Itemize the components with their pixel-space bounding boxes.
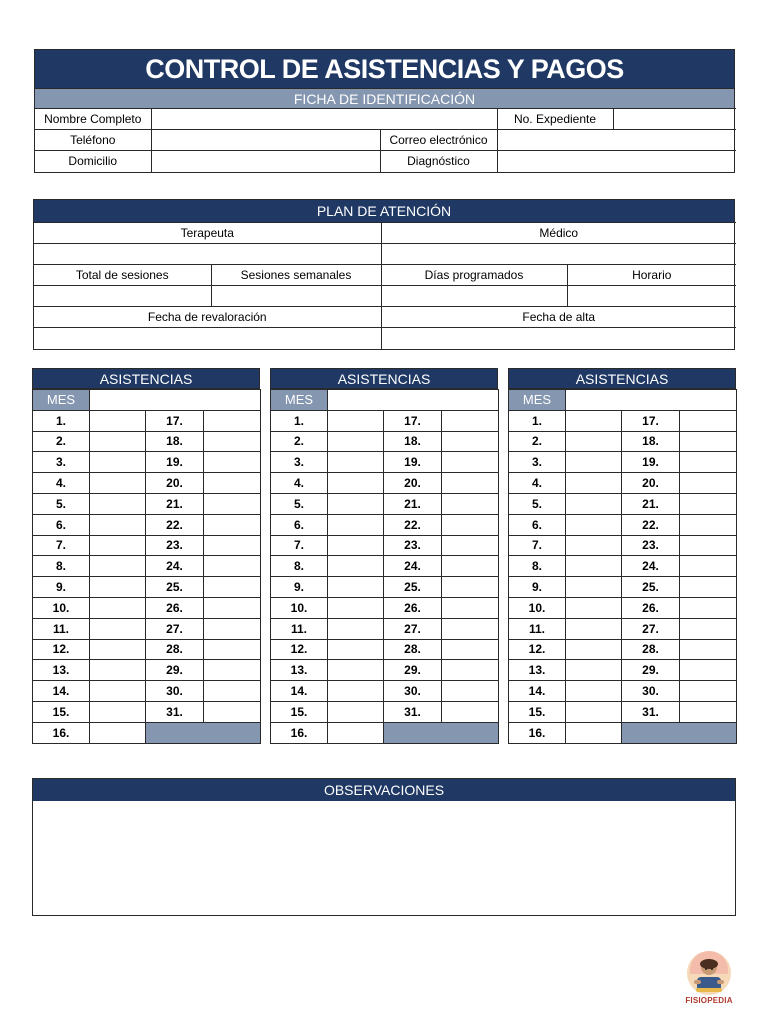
day-number: 25.	[622, 577, 680, 598]
day-check-cell[interactable]	[680, 452, 737, 473]
terapeuta-field[interactable]	[34, 244, 381, 265]
day-number: 9.	[271, 577, 328, 598]
day-check-cell[interactable]	[90, 722, 146, 743]
asistencia-row	[509, 639, 737, 660]
asistencia-row	[33, 556, 261, 577]
day-number: 10.	[271, 597, 328, 618]
day-number: 2.	[271, 431, 328, 452]
day-number: 1.	[509, 410, 566, 431]
day-check-cell[interactable]	[680, 639, 737, 660]
day-check-cell[interactable]	[90, 410, 146, 431]
day-number: 21.	[622, 493, 680, 514]
day-check-cell[interactable]	[328, 577, 384, 598]
day-number: 4.	[33, 473, 90, 494]
day-check-cell[interactable]	[90, 514, 146, 535]
day-number: 19.	[622, 452, 680, 473]
day-number: 13.	[33, 660, 90, 681]
total-sesiones-label: Total de sesiones	[34, 265, 211, 286]
day-number: 1.	[33, 410, 90, 431]
asistencias-title: ASISTENCIAS	[270, 368, 498, 389]
day-check-cell[interactable]	[328, 681, 384, 702]
telefono-field[interactable]	[151, 130, 380, 151]
page-title: CONTROL DE ASISTENCIAS Y PAGOS	[35, 50, 734, 88]
day-number: 22.	[146, 514, 204, 535]
asistencia-row	[33, 410, 261, 431]
day-number: 10.	[33, 597, 90, 618]
day-check-cell[interactable]	[566, 660, 622, 681]
day-number: 24.	[146, 556, 204, 577]
day-number: 5.	[509, 493, 566, 514]
day-number: 16.	[33, 722, 90, 743]
day-check-cell[interactable]	[204, 431, 261, 452]
day-check-cell[interactable]	[680, 514, 737, 535]
asistencia-row	[271, 660, 499, 681]
day-number: 7.	[33, 535, 90, 556]
day-check-cell[interactable]	[680, 535, 737, 556]
day-number: 18.	[384, 431, 442, 452]
physio-mascot-icon	[686, 950, 732, 996]
day-number: 27.	[146, 618, 204, 639]
day-number: 5.	[33, 493, 90, 514]
asistencia-row	[271, 452, 499, 473]
asistencia-row	[509, 618, 737, 639]
correo-label: Correo electrónico	[380, 130, 497, 151]
day-number: 13.	[271, 660, 328, 681]
day-check-cell[interactable]	[566, 597, 622, 618]
asistencia-row	[509, 410, 737, 431]
day-number: 28.	[622, 639, 680, 660]
day-check-cell[interactable]	[328, 410, 384, 431]
plan-title: PLAN DE ATENCIÓN	[34, 200, 734, 222]
day-check-cell[interactable]	[442, 597, 499, 618]
observaciones-field[interactable]	[33, 801, 735, 915]
day-check-cell[interactable]	[442, 618, 499, 639]
day-number: 16.	[271, 722, 328, 743]
day-check-cell[interactable]	[90, 556, 146, 577]
day-number: 21.	[146, 493, 204, 514]
asistencia-row	[33, 660, 261, 681]
day-check-cell[interactable]	[204, 577, 261, 598]
alta-label: Fecha de alta	[381, 307, 736, 328]
asistencias-title: ASISTENCIAS	[32, 368, 260, 389]
day-check-cell[interactable]	[328, 431, 384, 452]
asistencias-block-2	[270, 368, 498, 744]
day-check-cell[interactable]	[442, 410, 499, 431]
plan-table	[34, 222, 736, 349]
asistencia-row	[509, 473, 737, 494]
asistencia-row	[33, 597, 261, 618]
day-number: 17.	[622, 410, 680, 431]
asistencia-row	[509, 514, 737, 535]
day-check-cell[interactable]	[442, 452, 499, 473]
day-check-cell[interactable]	[680, 493, 737, 514]
fisiopedia-logo	[680, 950, 738, 1014]
asistencia-row	[509, 535, 737, 556]
day-number: 8.	[33, 556, 90, 577]
day-check-cell[interactable]	[90, 535, 146, 556]
day-check-cell[interactable]	[680, 577, 737, 598]
asistencia-row	[509, 493, 737, 514]
day-number: 11.	[271, 618, 328, 639]
blank-filler-cell	[622, 722, 737, 743]
asistencia-row	[509, 431, 737, 452]
observaciones-title: OBSERVACIONES	[33, 779, 735, 801]
day-number: 24.	[622, 556, 680, 577]
asistencia-row	[271, 535, 499, 556]
day-number: 2.	[33, 431, 90, 452]
day-check-cell[interactable]	[566, 618, 622, 639]
day-number: 25.	[384, 577, 442, 598]
asistencia-row	[271, 618, 499, 639]
day-number: 6.	[33, 514, 90, 535]
day-check-cell[interactable]	[90, 597, 146, 618]
diagnostico-label: Diagnóstico	[380, 151, 497, 172]
day-number: 23.	[146, 535, 204, 556]
asistencia-row	[509, 681, 737, 702]
revaloracion-label: Fecha de revaloración	[34, 307, 381, 328]
asistencia-row	[271, 577, 499, 598]
horario-label: Horario	[567, 265, 736, 286]
day-check-cell[interactable]	[204, 556, 261, 577]
day-number: 31.	[146, 701, 204, 722]
asistencia-row	[509, 452, 737, 473]
asistencia-row	[33, 473, 261, 494]
nombre-field[interactable]	[151, 109, 497, 130]
day-number: 31.	[622, 701, 680, 722]
day-check-cell[interactable]	[566, 514, 622, 535]
day-number: 6.	[509, 514, 566, 535]
mes-field[interactable]	[328, 390, 499, 411]
asistencia-row	[33, 639, 261, 660]
asistencia-row	[33, 431, 261, 452]
mes-label: MES	[509, 390, 566, 411]
day-check-cell[interactable]	[566, 639, 622, 660]
day-check-cell[interactable]	[328, 493, 384, 514]
day-check-cell[interactable]	[204, 660, 261, 681]
day-number: 28.	[146, 639, 204, 660]
day-number: 1.	[271, 410, 328, 431]
day-check-cell[interactable]	[442, 660, 499, 681]
asistencia-row	[271, 639, 499, 660]
day-number: 4.	[271, 473, 328, 494]
day-check-cell[interactable]	[566, 681, 622, 702]
horario-field[interactable]	[567, 286, 736, 307]
domicilio-label: Domicilio	[35, 151, 151, 172]
day-check-cell[interactable]	[680, 660, 737, 681]
day-number: 20.	[622, 473, 680, 494]
day-number: 6.	[271, 514, 328, 535]
day-check-cell[interactable]	[328, 535, 384, 556]
day-number: 15.	[509, 701, 566, 722]
day-number: 27.	[622, 618, 680, 639]
day-check-cell[interactable]	[204, 452, 261, 473]
day-number: 17.	[384, 410, 442, 431]
asistencia-row	[33, 535, 261, 556]
day-number: 29.	[622, 660, 680, 681]
day-check-cell[interactable]	[328, 514, 384, 535]
day-check-cell[interactable]	[566, 452, 622, 473]
day-check-cell[interactable]	[442, 514, 499, 535]
day-number: 10.	[509, 597, 566, 618]
day-check-cell[interactable]	[566, 577, 622, 598]
day-number: 24.	[384, 556, 442, 577]
day-check-cell[interactable]	[204, 514, 261, 535]
day-check-cell[interactable]	[90, 452, 146, 473]
asistencia-row	[271, 681, 499, 702]
day-check-cell[interactable]	[90, 639, 146, 660]
terapeuta-label: Terapeuta	[34, 223, 381, 244]
day-number: 9.	[33, 577, 90, 598]
day-check-cell[interactable]	[328, 597, 384, 618]
telefono-label: Teléfono	[35, 130, 151, 151]
asistencias-table	[508, 389, 737, 744]
day-check-cell[interactable]	[328, 639, 384, 660]
blank-filler-cell	[384, 722, 499, 743]
asistencia-row	[509, 701, 737, 722]
mes-label: MES	[271, 390, 328, 411]
asistencia-row	[271, 701, 499, 722]
mes-field[interactable]	[566, 390, 737, 411]
sesiones-semanales-label: Sesiones semanales	[211, 265, 381, 286]
asistencia-row	[271, 556, 499, 577]
asistencia-row	[33, 618, 261, 639]
day-check-cell[interactable]	[442, 556, 499, 577]
day-check-cell[interactable]	[680, 681, 737, 702]
day-check-cell[interactable]	[442, 431, 499, 452]
asistencia-row	[33, 514, 261, 535]
day-check-cell[interactable]	[328, 660, 384, 681]
day-check-cell[interactable]	[566, 410, 622, 431]
day-number: 8.	[271, 556, 328, 577]
day-number: 23.	[622, 535, 680, 556]
day-check-cell[interactable]	[566, 535, 622, 556]
day-number: 11.	[509, 618, 566, 639]
nombre-label: Nombre Completo	[35, 109, 151, 130]
day-number: 31.	[384, 701, 442, 722]
ficha-identificacion-section	[34, 49, 735, 173]
day-number: 22.	[384, 514, 442, 535]
day-number: 12.	[271, 639, 328, 660]
day-check-cell[interactable]	[566, 722, 622, 743]
day-number: 29.	[146, 660, 204, 681]
logo-brand-text: FISIOPEDIA	[685, 996, 733, 1005]
day-number: 26.	[384, 597, 442, 618]
asistencias-block-1	[32, 368, 260, 744]
day-number: 22.	[622, 514, 680, 535]
day-number: 20.	[384, 473, 442, 494]
day-number: 30.	[622, 681, 680, 702]
day-check-cell[interactable]	[204, 618, 261, 639]
asistencia-row	[509, 577, 737, 598]
day-check-cell[interactable]	[566, 556, 622, 577]
blank-filler-cell	[146, 722, 261, 743]
day-check-cell[interactable]	[566, 701, 622, 722]
day-check-cell[interactable]	[442, 681, 499, 702]
day-number: 26.	[622, 597, 680, 618]
medico-field[interactable]	[381, 244, 736, 265]
day-number: 5.	[271, 493, 328, 514]
diagnostico-field[interactable]	[497, 151, 736, 172]
day-check-cell[interactable]	[90, 618, 146, 639]
plan-atencion-section	[33, 199, 735, 350]
day-number: 18.	[622, 431, 680, 452]
expediente-label: No. Expediente	[497, 109, 613, 130]
asistencias-table	[270, 389, 499, 744]
asistencia-row	[33, 722, 261, 743]
day-number: 28.	[384, 639, 442, 660]
dias-programados-field[interactable]	[381, 286, 567, 307]
mes-field[interactable]	[90, 390, 261, 411]
day-number: 14.	[33, 681, 90, 702]
asistencias-block-3	[508, 368, 736, 744]
day-number: 7.	[271, 535, 328, 556]
asistencias-title: ASISTENCIAS	[508, 368, 736, 389]
day-number: 4.	[509, 473, 566, 494]
day-check-cell[interactable]	[328, 452, 384, 473]
day-number: 11.	[33, 618, 90, 639]
asistencia-row	[33, 452, 261, 473]
day-check-cell[interactable]	[90, 493, 146, 514]
day-number: 12.	[509, 639, 566, 660]
asistencia-row	[509, 660, 737, 681]
day-check-cell[interactable]	[442, 639, 499, 660]
day-number: 3.	[271, 452, 328, 473]
sesiones-semanales-field[interactable]	[211, 286, 381, 307]
day-check-cell[interactable]	[680, 556, 737, 577]
asistencia-row	[271, 597, 499, 618]
correo-field[interactable]	[497, 130, 736, 151]
day-number: 30.	[146, 681, 204, 702]
day-check-cell[interactable]	[328, 556, 384, 577]
day-number: 23.	[384, 535, 442, 556]
day-number: 3.	[33, 452, 90, 473]
asistencia-row	[509, 597, 737, 618]
day-check-cell[interactable]	[680, 431, 737, 452]
day-number: 26.	[146, 597, 204, 618]
day-check-cell[interactable]	[204, 597, 261, 618]
asistencia-row	[33, 681, 261, 702]
day-check-cell[interactable]	[442, 473, 499, 494]
day-number: 3.	[509, 452, 566, 473]
day-number: 14.	[509, 681, 566, 702]
asistencia-row	[271, 514, 499, 535]
asistencia-row	[509, 556, 737, 577]
asistencia-row	[271, 722, 499, 743]
day-check-cell[interactable]	[90, 681, 146, 702]
domicilio-field[interactable]	[151, 151, 380, 172]
day-check-cell[interactable]	[442, 577, 499, 598]
day-number: 21.	[384, 493, 442, 514]
asistencia-row	[271, 410, 499, 431]
day-number: 20.	[146, 473, 204, 494]
observaciones-section	[32, 778, 736, 916]
day-check-cell[interactable]	[204, 493, 261, 514]
day-check-cell[interactable]	[204, 473, 261, 494]
day-check-cell[interactable]	[90, 660, 146, 681]
mes-label: MES	[33, 390, 90, 411]
day-check-cell[interactable]	[680, 701, 737, 722]
day-check-cell[interactable]	[442, 535, 499, 556]
revaloracion-field[interactable]	[34, 328, 381, 349]
day-check-cell[interactable]	[90, 431, 146, 452]
day-number: 15.	[33, 701, 90, 722]
day-check-cell[interactable]	[566, 493, 622, 514]
day-check-cell[interactable]	[566, 431, 622, 452]
day-number: 8.	[509, 556, 566, 577]
day-check-cell[interactable]	[442, 701, 499, 722]
day-number: 15.	[271, 701, 328, 722]
day-check-cell[interactable]	[680, 473, 737, 494]
day-check-cell[interactable]	[328, 473, 384, 494]
asistencia-row	[271, 431, 499, 452]
asistencia-row	[271, 493, 499, 514]
day-check-cell[interactable]	[90, 701, 146, 722]
day-check-cell[interactable]	[204, 681, 261, 702]
asistencias-table	[32, 389, 261, 744]
day-number: 29.	[384, 660, 442, 681]
day-check-cell[interactable]	[566, 473, 622, 494]
asistencia-row	[33, 577, 261, 598]
asistencia-row	[509, 722, 737, 743]
day-number: 14.	[271, 681, 328, 702]
day-number: 16.	[509, 722, 566, 743]
day-number: 12.	[33, 639, 90, 660]
day-check-cell[interactable]	[204, 535, 261, 556]
day-check-cell[interactable]	[204, 639, 261, 660]
day-number: 30.	[384, 681, 442, 702]
dias-programados-label: Días programados	[381, 265, 567, 286]
asistencia-row	[33, 493, 261, 514]
expediente-field[interactable]	[613, 109, 736, 130]
day-number: 13.	[509, 660, 566, 681]
day-number: 27.	[384, 618, 442, 639]
day-number: 25.	[146, 577, 204, 598]
asistencia-row	[271, 473, 499, 494]
day-number: 19.	[146, 452, 204, 473]
day-check-cell[interactable]	[328, 722, 384, 743]
day-number: 9.	[509, 577, 566, 598]
day-check-cell[interactable]	[90, 473, 146, 494]
alta-field[interactable]	[381, 328, 736, 349]
medico-label: Médico	[381, 223, 736, 244]
day-check-cell[interactable]	[680, 410, 737, 431]
day-check-cell[interactable]	[328, 701, 384, 722]
day-check-cell[interactable]	[328, 618, 384, 639]
day-check-cell[interactable]	[204, 701, 261, 722]
day-check-cell[interactable]	[442, 493, 499, 514]
day-number: 19.	[384, 452, 442, 473]
ficha-table	[35, 108, 736, 172]
day-number: 2.	[509, 431, 566, 452]
day-number: 18.	[146, 431, 204, 452]
day-check-cell[interactable]	[90, 577, 146, 598]
day-check-cell[interactable]	[204, 410, 261, 431]
asistencia-row	[33, 701, 261, 722]
day-number: 17.	[146, 410, 204, 431]
ficha-subtitle: FICHA DE IDENTIFICACIÓN	[35, 88, 734, 108]
total-sesiones-field[interactable]	[34, 286, 211, 307]
day-number: 7.	[509, 535, 566, 556]
day-check-cell[interactable]	[680, 597, 737, 618]
day-check-cell[interactable]	[680, 618, 737, 639]
